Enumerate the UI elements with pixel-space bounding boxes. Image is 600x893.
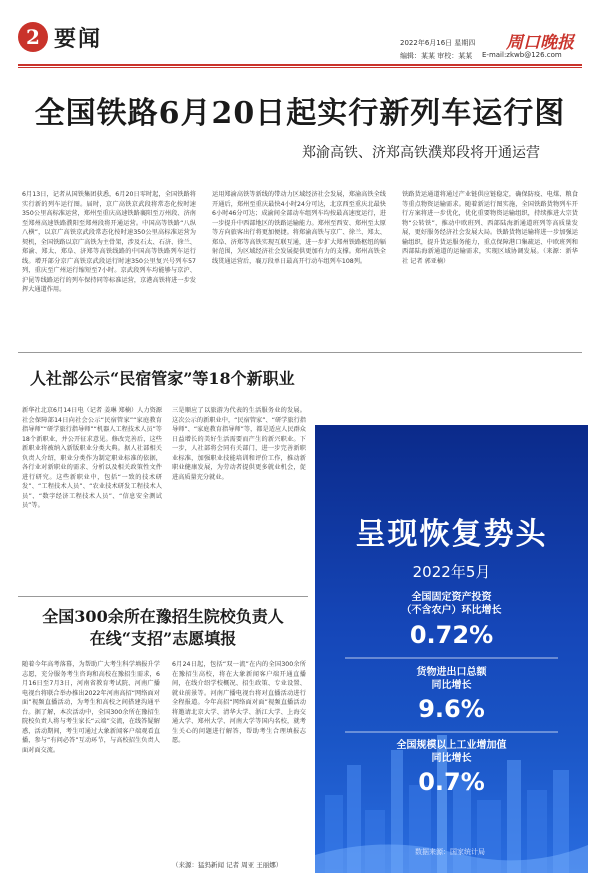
infographic-source: 数据来源：国家统计局 [415, 848, 485, 856]
infographic-date: 2022年5月 [412, 563, 491, 581]
article3-credit: （来源：猛犸新闻 记者 周亚 王丽娜） [172, 861, 283, 869]
section-title: 要闻 [54, 26, 103, 52]
section-divider [18, 596, 308, 597]
section-divider [18, 352, 582, 353]
header-rule-thin [18, 67, 582, 68]
stat-divider [345, 657, 558, 659]
article2-column-1: 新华社北京6月14日电（记者 姜琳 郑楠）人力资源社会保障部14日向社会公示“民宿管家”“家庭教育指导师”“研学旅行指导师”“机器人工程技术人员”等18个新职业，并公开征求意见。修改完善后，这些新职业将被纳入新版职业分类大典。据人社部相关负责人介绍，职业分类作为制定职业标准的依据，各行业对新职业的需求、分析以及相关政策性文件进行研究。这些新职业中，包括“一致的技术研发”、“工程技术人员”、“农业技术研发工程技术人员”、“数字经济工程技术人员”、“信息安全测试员”等。 [22, 407, 162, 509]
main-headline: 全国铁路6月20日起实行新列车运行图 [34, 96, 566, 131]
article3-headline-line1: 全国300余所在豫招生院校负责人 [42, 607, 284, 626]
stat-2-label-line2: 同比增长 [431, 680, 472, 691]
page-number-badge: 2 [18, 22, 48, 52]
article1-column-1: 6月13日，记者从国铁集团获悉，6月20日零时起，全国铁路将实行新的列车运行图。届时，京广高铁京武段将常态化按时速350公里高标准运营，郑州至重庆高速铁路襄阳至万州段、济南至郑州高速铁路濮阳至郑州段将开通运营。中国高等铁路“八纵八横”，以京广高铁京武段常态化按时速350公里高标准运营为契机，全国铁路以京广高铁为主骨架，涉及石太、石济、徐兰、郑渝、郑太、郑阜、济郑等高铁线路的中国高等铁路列车运行线。增开部分京广高铁京武段运行时速350公里复兴号列车57列，重庆至广州运行缩短至7小时。京武段列车均能够与京沪、沪昆等线路运行的列车保持同等标准运营，京港高铁将进一步发挥大通道作用。 [22, 191, 196, 293]
contact-email: E-mail:zkwb@126.com [482, 51, 562, 59]
issue-date: 2022年6月16日 星期四 [400, 39, 476, 47]
editor-credit: 编辑：某某 审校：某某 [400, 52, 473, 60]
stat-1-label-line2: （不含农户）环比增长 [401, 605, 502, 616]
article1-column-2: 运用郑渝高铁等新线的带动力区域经济社会发展，郑渝高铁全线开通后，郑州至重庆最快4小时24分可达，北京西至重庆北最快6小时46分可达；成渝间全部动车组列车均按最高速度运行，进一步提升中西部地区的铁路运输能力。郑州至西安、郑州至太原等方向旅客出行将更加便捷。将郑渝高铁与京广、徐兰、郑太、郑阜、济郑等高铁实现互联互通，进一步扩大郑州铁路枢纽的辐射范围，为区域经济社会发展提供更加有力的支撑。郑州高铁全线贯通运营后，襄万段单日最高开行动车组列车108列。 [212, 191, 386, 265]
article3-headline-line2: 在线“支招”志愿填报 [89, 629, 237, 648]
stat-3-label-line1: 全国规模以上工业增加值 [396, 740, 507, 751]
header-rule [18, 64, 582, 66]
article3-column-1: 随着今年高考落幕，为帮助广大考生科学填报升学志愿，充分服务考生咨询和高校在豫招生需求，6月16日至7月3日，河南省教育考试院、河南广播电视台将联合举办推出2022年河南高招“网络面对面”视频直播活动，为考生和高校之间搭建沟通平台。据了解，本次活动中，全国300余所在豫招生院校负责人将与考生家长“云端”交流，在线答疑解惑，活动期间，考生可通过大象新闻客户端观看直播，参与“有问必答”互动环节，与高校招生负责人面对面交流。 [22, 661, 160, 754]
main-subheadline: 郑渝高铁、济郑高铁濮郑段将开通运营 [302, 145, 540, 161]
stat-2-value: 9.6% [418, 695, 485, 723]
stat-divider [345, 731, 558, 733]
newspaper-logo: 周口晚报 [506, 33, 574, 53]
article3-column-2: 6月24日起，包括“双一流”在内的全国300余所在豫招生高校，将在大象新闻客户端开通直播间，在线介绍学校概况、招生政策、专业设置、就业前景等。河南广播电视台将对直播活动进行全程报道。今年高招“网络面对面”视频直播活动将邀请北京大学、清华大学、浙江大学、上海交通大学、郑州大学、河南大学等国内名校，就考生关心的问题进行解答，帮助考生合理填报志愿。 [172, 661, 306, 744]
economy-infographic [315, 425, 588, 873]
stat-3-value: 0.7% [418, 768, 485, 796]
infographic-title: 呈现恢复势头 [355, 517, 548, 552]
article2-column-2: 三是顺应了以旅游为代表的生活服务业的发展。这次公示的新职业中，“民宿管家”、“研学旅行指导师”、“家庭教育指导师”等，都是适应人民群众日益增长的美好生活需要而产生的新兴职业。下一步，人社部将会同有关部门，进一步完善新职业标准，加强职业技能培训和评价工作，推动新职业健康发展，为劳动者提供更多就业机会，促进高质量充分就业。 [172, 407, 306, 481]
article1-column-3: 铁路货运通道将通过产业链供应链稳定，确保防疫、电煤、粮食等重点物资运输需求。随着新运行图实施，全国铁路货物列车开行方案将进一步优化，优化重要物资运输组织，持续推进大宗货物“公转铁”，推动中欧班列、西部陆海新通道班列等高质量发展，更好服务经济社会发展大局。铁路货物运输将进一步加强运输组织，提升货运服务能力，重点保障港口集疏运、中欧班列和西部陆海新通道的运输需求，实现区域协调发展。（来源：新华社 记者 郭亚楠） [402, 191, 578, 265]
stat-3-label-line2: 同比增长 [431, 753, 472, 764]
article2-headline: 人社部公示“民宿管家”等18个新职业 [30, 369, 295, 388]
stat-2-label-line1: 货物进出口总额 [416, 667, 487, 678]
stat-1-value: 0.72% [409, 621, 494, 649]
stat-1-label-line1: 全国固定资产投资 [411, 592, 492, 603]
